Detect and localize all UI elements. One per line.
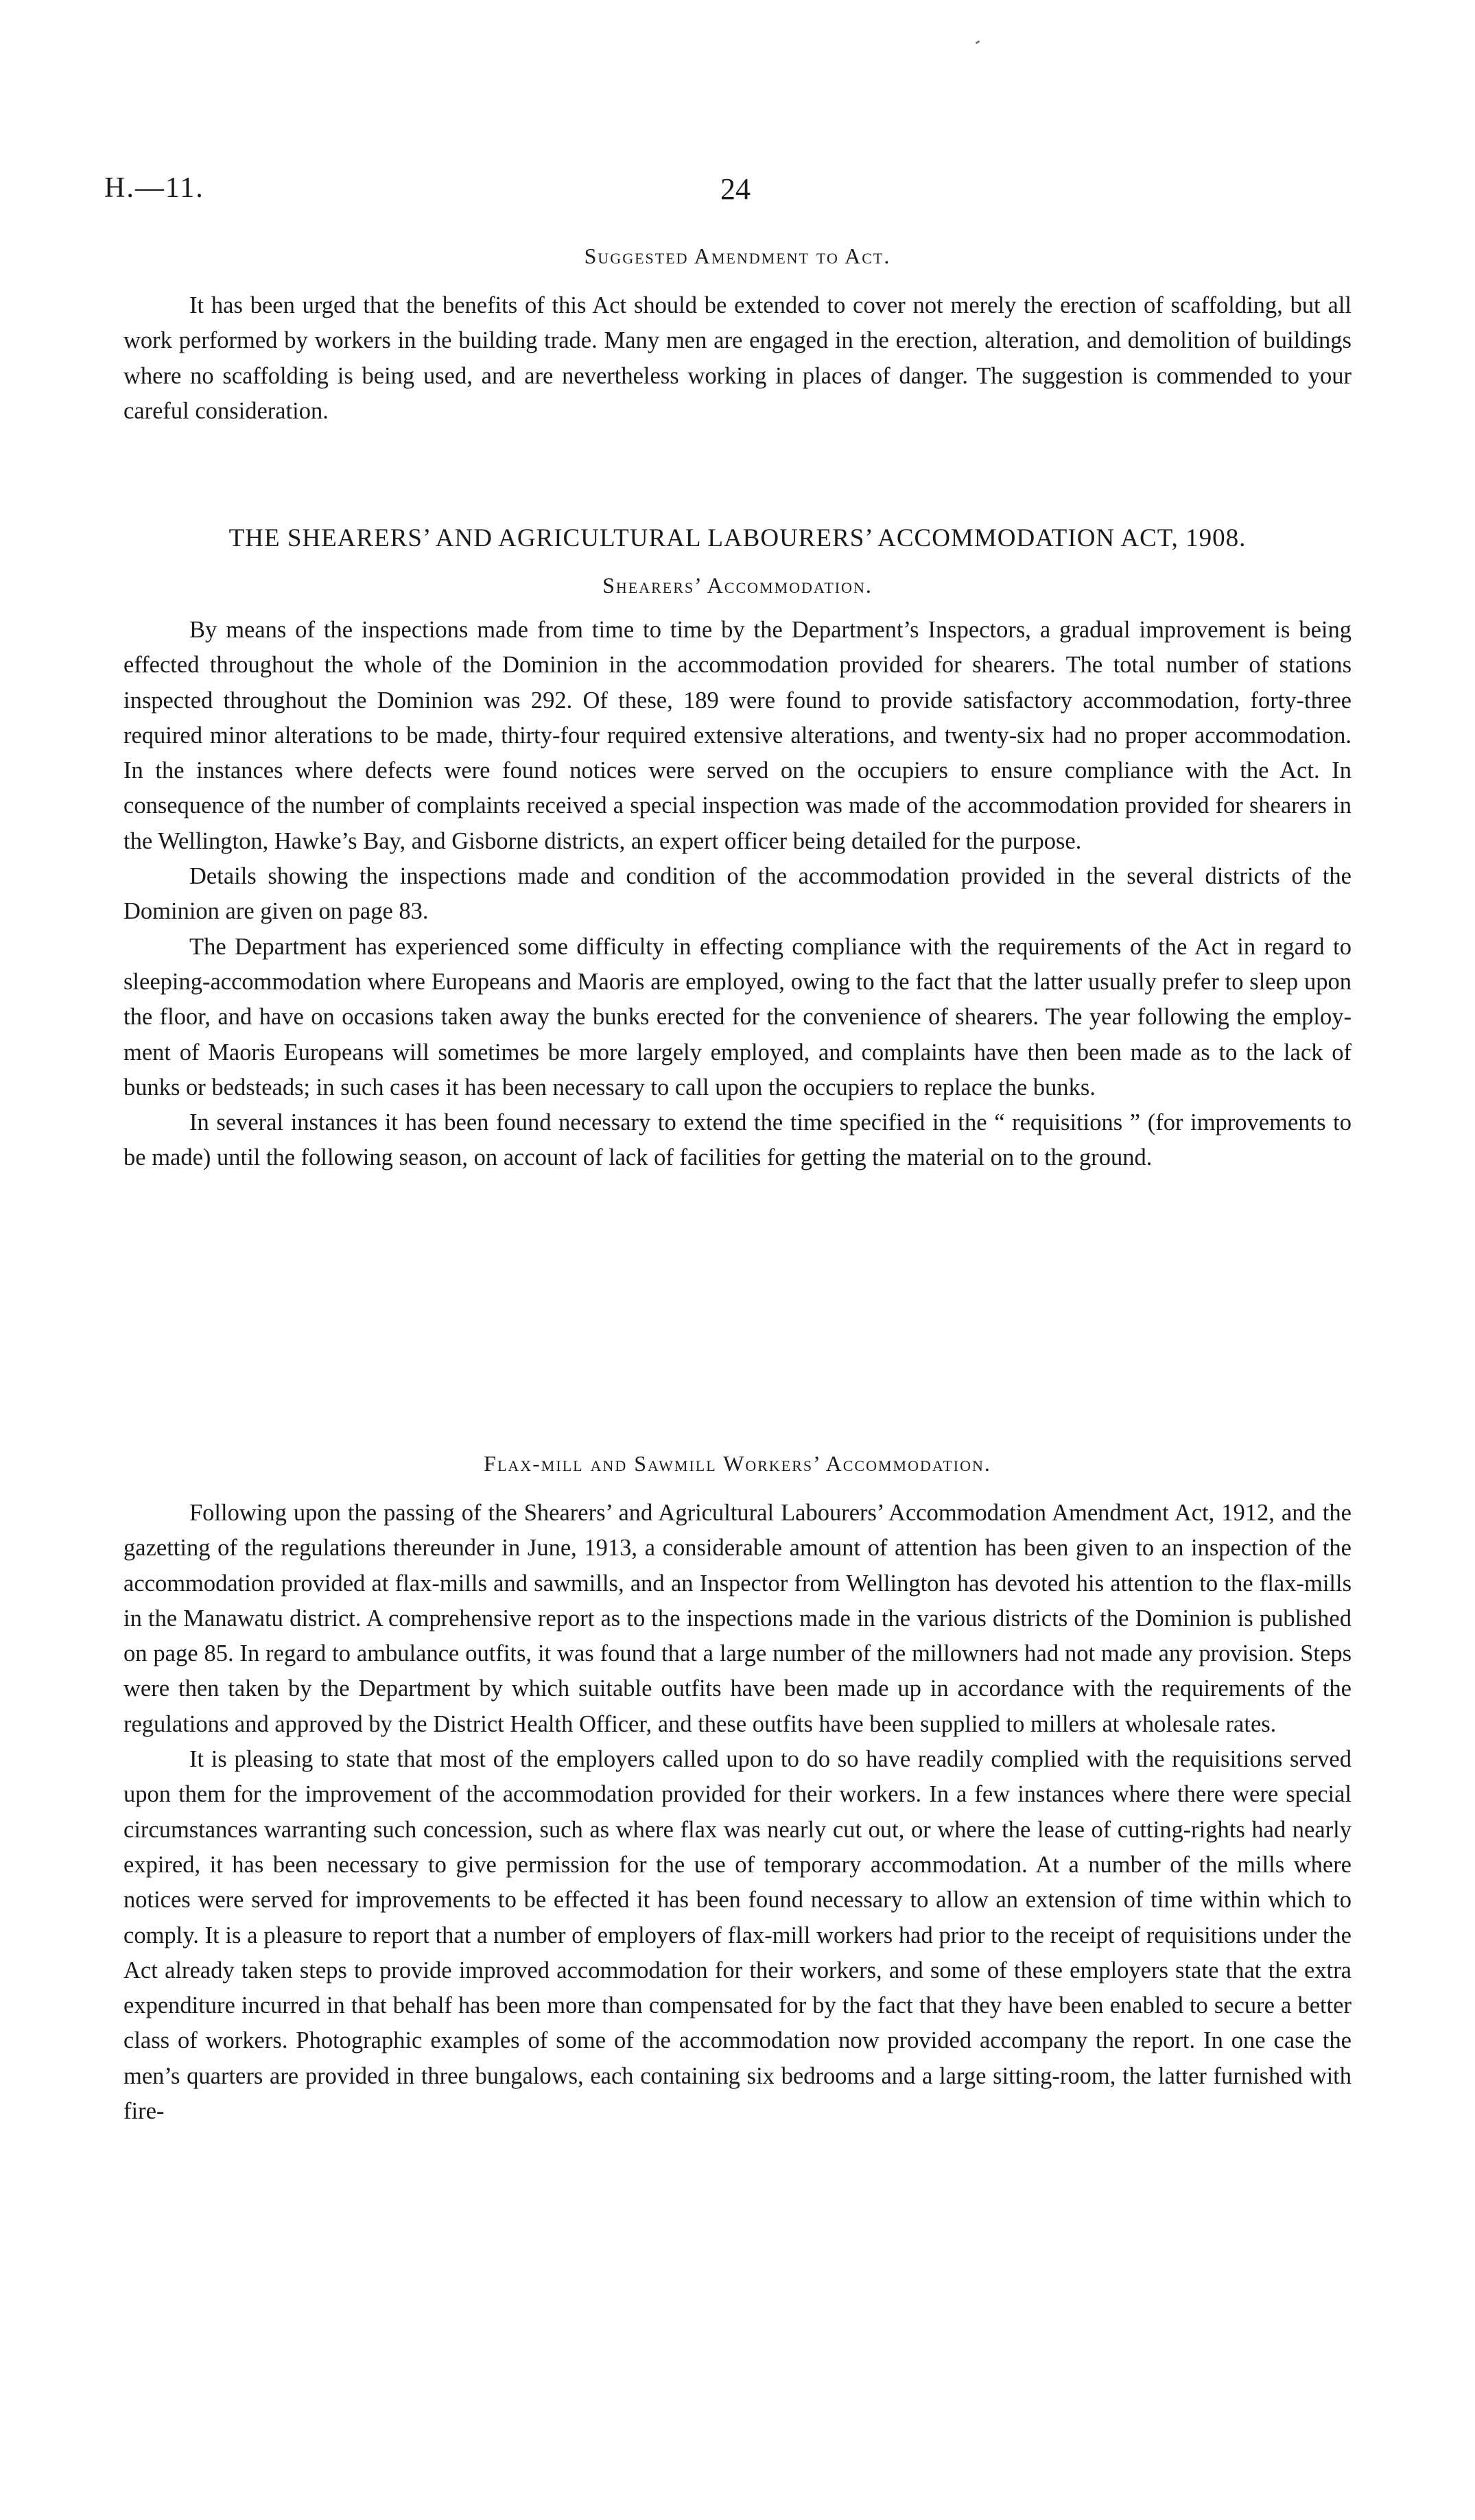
paragraph: Details showing the inspections made and condition of the accommodation provided in the several districts of the Dominion are given on page 83. [123,863,1352,925]
section-body-shearers [123,613,1352,1176]
section-body-flax-mill [123,1496,1352,2129]
section-heading-shearers: Shearers’ Accommodation. [602,573,873,598]
document-reference: H.—11. [104,172,204,204]
paragraph: In several instances it has been found necessary to extend the time specified in the “ requisitions ” (for improvements to be made) until the following season, on account of lack of facilities for getting the material on to the ground. [123,1109,1352,1171]
paragraph: It is pleasing to state that most of the employers called upon to do so have readily complied with the requisitions served upon them for the improvement of the accommodation provided for their workers. In a few instances where there were special circumstances warranting such concession, such as where flax was nearly cut out, or where the lease of cutting-rights had nearly expired, it has been necessary to give permission for the use of temporary accommodation. At a number of the mills where notices were served for improvements to be effected it has been found necessary to allow an extension of time within which to comply. It is a pleasure to report that a number of employers of flax-mill workers had prior to the receipt of requisitions under the Act already taken steps to provide improved accommodation for their workers, and some of these employers state that the extra expenditure incurred in that behalf has been more than compensated for by the fact that they have been enabled to secure a better class of workers. Photographic examples of some of the accommodation now provided accompany the report. In one case the men’s quarters are provided in three bungalows, each containing six bedrooms and a large sitting-room, the latter furnished with fire- [123,1746,1352,2125]
page-header [104,172,1373,213]
act-title: THE SHEARERS’ AND AGRICULTURAL LABOURERS’ ACCOMMODATION ACT, 1908. [228,524,1247,552]
section-heading-amendment: Suggested Amendment to Act. [584,244,891,268]
page-number: 24 [720,172,751,206]
stray-mark [976,40,980,45]
section-heading-flax-mill: Flax-mill and Sawmill Workers’ Accommodation. [484,1451,991,1476]
paragraph: By means of the inspections made from time to time by the Department’s Inspectors, a gradual improvement is being effected throughout the whole of the Dominion in the accommodation provided for shearers. The total number of stations inspected throughout the Dominion was 292. Of these, 189 were found to provide satisfactory accommodation, forty-three required minor alterations to be made, thirty-four required extensive alterations, and twenty-six had no proper accommodation. In the instances where defects were found notices were served on the occupiers to ensure compliance with the Act. In consequence of the number of complaints received a special inspection was made of the accommodation provided for shearers in the Wellington, Hawke’s Bay, and Gisborne districts, an expert officer being detailed for the purpose. [123,617,1352,854]
section-body-amendment [123,288,1352,429]
paragraph: Following upon the passing of the Shearers’ and Agricultural Labourers’ Accommodation Amendment Act, 1912, and the gazetting of the regulations thereunder in June, 1913, a considerable amount of attention has been given to an inspection of the accommodation provided at flax-mills and sawmills, and an Inspector from Wellington has devoted his attention to the flax-mills in the Manawatu district. A comprehensive report as to the inspections made in the various districts of the Dominion is published on page 85. In regard to ambulance outfits, it was found that a large number of the millowners had not made any provision. Steps were then taken by the Department by which suitable outfits have been made up in accordance with the requirements of the regulations and approved by the District Health Officer, and these outfits have been supplied to millers at wholesale rates. [123,1500,1352,1737]
paragraph: The Department has experienced some difficulty in effecting compliance with the requirements of the Act in regard to sleeping-accommodation where Europeans and Maoris are employed, owing to the fact that the latter usually prefer to sleep upon the floor, and have on occasions taken away the bunks erected for the convenience of shearers. The year following the employment of Maoris Europeans will sometimes be more largely employed, and complaints have then been made as to the lack of bunks or bedsteads; in such cases it has been necessary to call upon the occupiers to replace the bunks. [123,933,1352,1100]
paragraph: It has been urged that the benefits of this Act should be extended to cover not merely the erection of scaffolding, but all work performed by workers in the building trade. Many men are engaged in the erection, alteration, and demolition of buildings where no scaffolding is being used, and are nevertheless working in places of danger. The suggestion is commended to your careful consideration. [123,292,1352,424]
